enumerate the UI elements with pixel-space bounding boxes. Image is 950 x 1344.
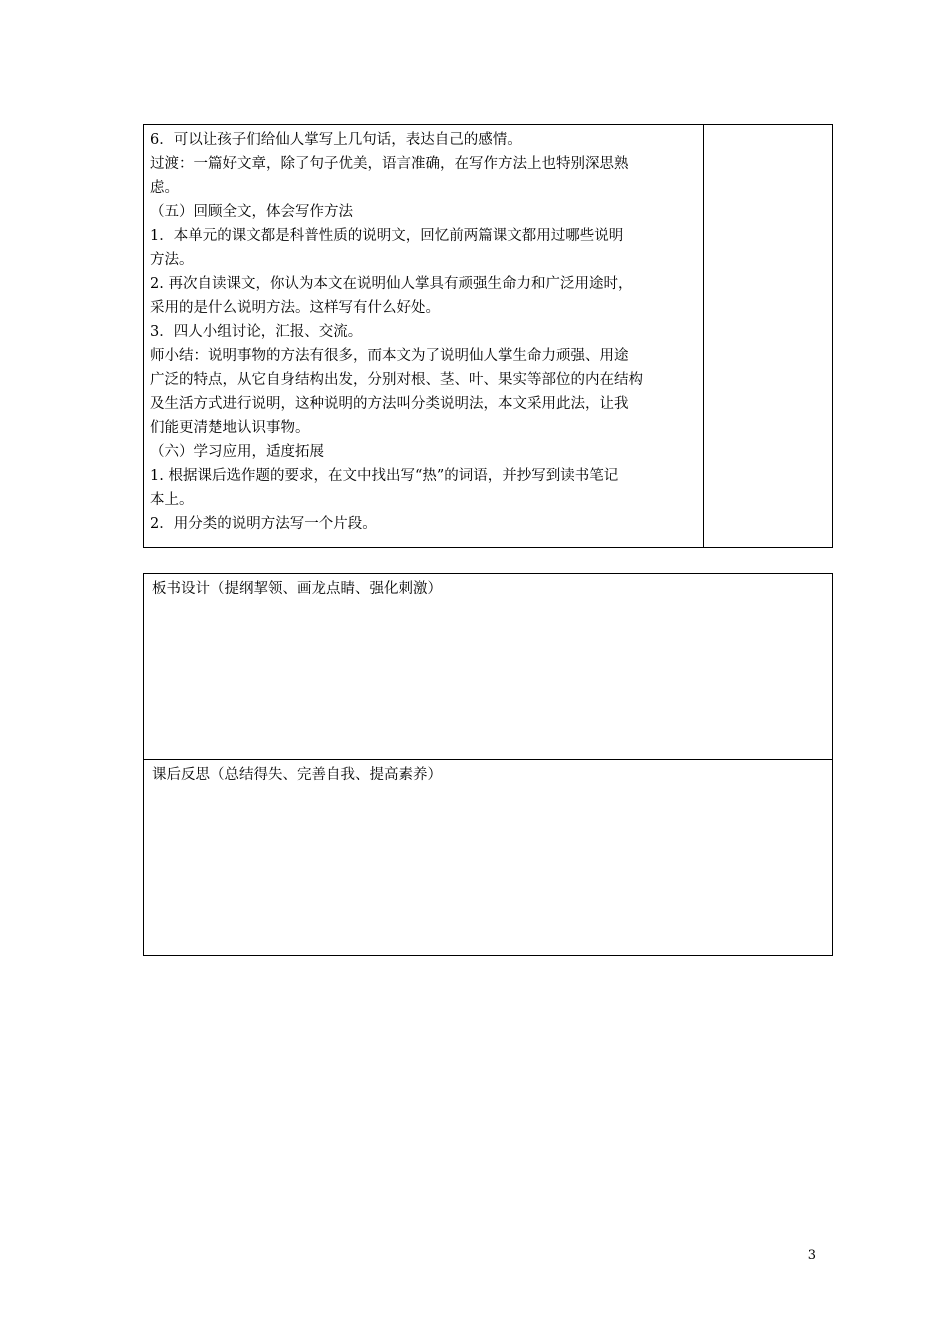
- lesson-line-9: 3．四人小组讨论，汇报、交流。: [150, 324, 363, 340]
- board-design-label: 板书设计（提纲挈领、画龙点睛、强化刺激）: [152, 581, 442, 597]
- design-reflection-table: [143, 573, 833, 956]
- lesson-line-16: 本上。: [150, 492, 194, 508]
- lesson-line-13: 们能更清楚地认识事物。: [150, 420, 310, 436]
- lesson-line-17: 2．用分类的说明方法写一个片段。: [150, 516, 377, 532]
- lesson-line-5: 1．本单元的课文都是科普性质的说明文，回忆前两篇课文都用过哪些说明: [150, 228, 624, 244]
- page-number: 3: [807, 1248, 816, 1263]
- section-heading-6: （六）学习应用，适度拓展: [150, 444, 324, 460]
- lesson-line-11: 广泛的特点，从它自身结构出发，分别对根、茎、叶、果实等部位的内在结构: [150, 372, 643, 388]
- section-heading-5: （五）回顾全文，体会写作方法: [150, 204, 353, 220]
- notes-cell: [704, 125, 832, 547]
- lesson-line-8: 采用的是什么说明方法。这样写有什么好处。: [150, 300, 440, 316]
- reflection-label: 课后反思（总结得失、完善自我、提高素养）: [152, 767, 442, 783]
- lesson-content-table: [143, 124, 833, 548]
- lesson-line-1: 6．可以让孩子们给仙人掌写上几句话，表达自己的感情。: [150, 132, 522, 148]
- lesson-line-7: 2. 再次自读课文，你认为本文在说明仙人掌具有顽强生命力和广泛用途时，: [150, 276, 633, 292]
- lesson-line-3: 虑。: [150, 180, 179, 196]
- lesson-line-10: 师小结：说明事物的方法有很多，而本文为了说明仙人掌生命力顽强、用途: [150, 348, 629, 364]
- lesson-content-cell: [144, 125, 704, 547]
- lesson-line-6: 方法。: [150, 252, 194, 268]
- lesson-line-15: 1. 根据课后选作题的要求，在文中找出写“热”的词语，并抄写到读书笔记: [150, 468, 619, 484]
- lesson-line-2: 过渡：一篇好文章，除了句子优美，语言准确，在写作方法上也特别深思熟: [150, 156, 629, 172]
- lesson-line-12: 及生活方式进行说明，这种说明的方法叫分类说明法，本文采用此法，让我: [150, 396, 629, 412]
- reflection-cell: [144, 760, 832, 955]
- board-design-cell: [144, 574, 832, 760]
